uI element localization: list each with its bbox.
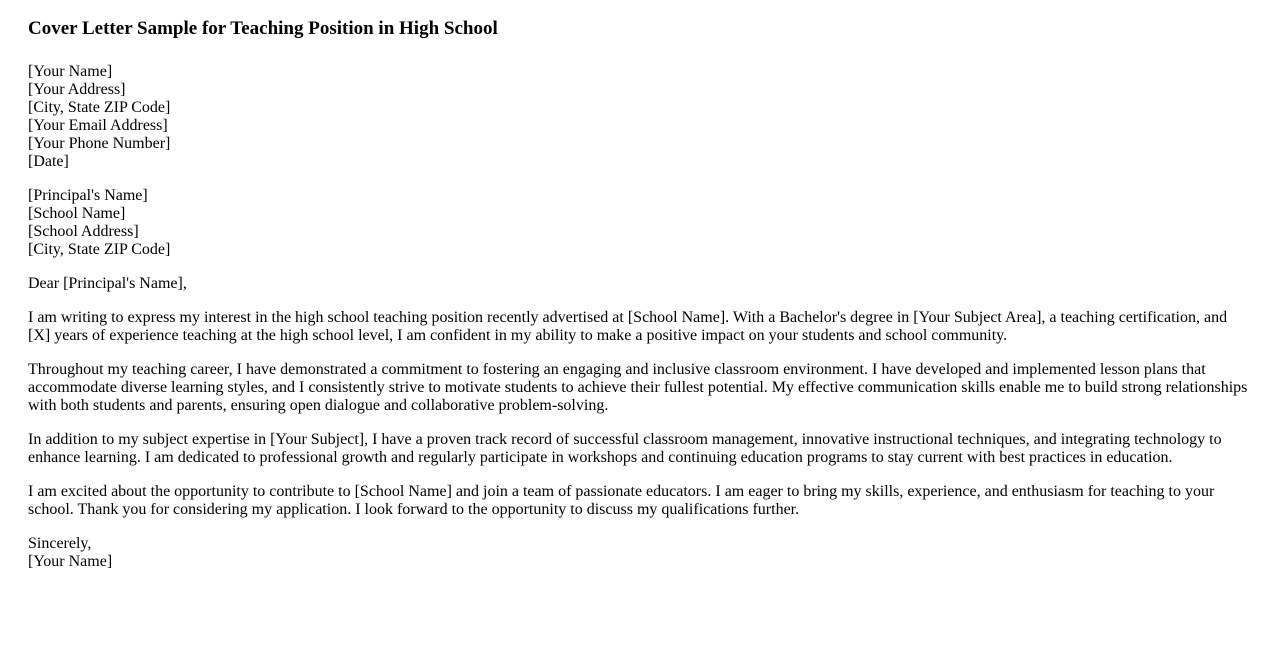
- date-line: [Date]: [28, 153, 69, 170]
- recipient-city-state-zip-line: [City, State ZIP Code]: [28, 241, 171, 258]
- closing-block: [28, 535, 1250, 571]
- recipient-school-name-line: [School Name]: [28, 205, 126, 222]
- sender-address-block: [28, 63, 1250, 171]
- sender-phone-line: [Your Phone Number]: [28, 135, 171, 152]
- salutation: Dear [Principal's Name],: [28, 275, 187, 292]
- closing-sincerely-line: Sincerely,: [28, 535, 92, 552]
- sender-address-line: [Your Address]: [28, 81, 126, 98]
- body-paragraph-2: Throughout my teaching career, I have demonstrated a commitment to fostering an engaging and inclusive classroom environment. I have developed and implemented lesson plans that accommodate diverse learning styles, and I consistently strive to motivate students to achieve their fullest potential. My effective communication skills enable me to build strong relationships with both students and parents, ensuring open dialogue and collaborative problem-solving.: [28, 361, 1248, 414]
- body-paragraph-4: I am excited about the opportunity to contribute to [School Name] and join a team of passionate educators. I am eager to bring my skills, experience, and enthusiasm for teaching to your school. Thank you for considering my application. I look forward to the opportunity to discuss my qualifications further.: [28, 483, 1215, 518]
- sender-name-line: [Your Name]: [28, 63, 113, 80]
- body-paragraph-3: In addition to my subject expertise in [Your Subject], I have a proven track record of successful classroom management, innovative instructional techniques, and integrating technology to enhance learning. I am dedicated to professional growth and regularly participate in workshops and continuing education programs to stay current with best practices in education.: [28, 431, 1222, 466]
- recipient-school-address-line: [School Address]: [28, 223, 139, 240]
- body-paragraph-1: I am writing to express my interest in the high school teaching position recently advertised at [School Name]. With a Bachelor's degree in [Your Subject Area], a teaching certification, and [X] years of experience teaching at the high school level, I am confident in my ability to make a positive impact on your students and school community.: [28, 309, 1228, 344]
- sender-email-line: [Your Email Address]: [28, 117, 168, 134]
- sender-city-state-zip-line: [City, State ZIP Code]: [28, 99, 171, 116]
- recipient-principal-line: [Principal's Name]: [28, 187, 148, 204]
- recipient-address-block: [28, 187, 1250, 259]
- cover-letter-document: [28, 18, 1250, 571]
- closing-signature-line: [Your Name]: [28, 553, 113, 570]
- document-title: Cover Letter Sample for Teaching Position in High School: [28, 18, 498, 39]
